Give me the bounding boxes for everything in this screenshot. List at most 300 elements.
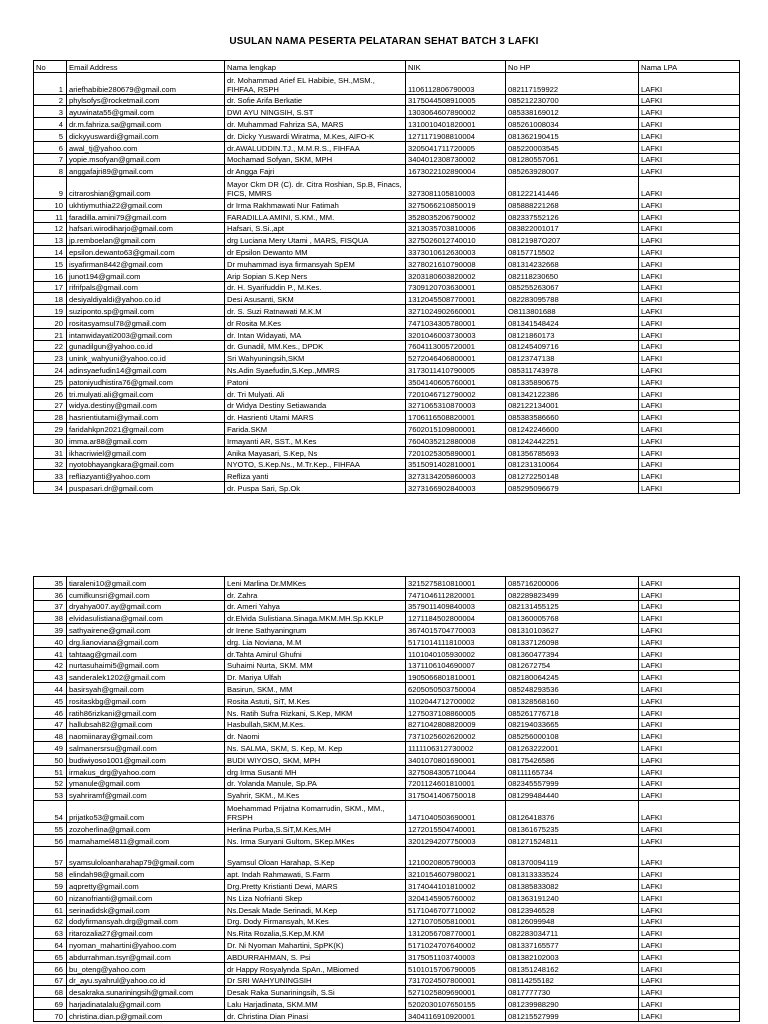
table-row xyxy=(34,927,740,939)
cell-lpa: LAFKI xyxy=(639,822,740,834)
cell-nama: Dr muhammad isya firmansyah SpEM xyxy=(225,257,406,269)
cell-lpa: LAFKI xyxy=(639,950,740,962)
cell-hp: 081231310064 xyxy=(506,458,639,470)
table-row xyxy=(34,998,740,1010)
header-nik: NIK xyxy=(406,61,506,73)
cell-hp: 081310103627 xyxy=(506,624,639,636)
cell-hp: 082283095788 xyxy=(506,293,639,305)
cell-lpa: LAFKI xyxy=(639,269,740,281)
cell-no: 22 xyxy=(34,340,67,352)
cell-nama: Syahrir, SKM., M.Kes xyxy=(225,789,406,801)
cell-nama: dr. Sofie Arifa Berkatie xyxy=(225,94,406,106)
table-row xyxy=(34,316,740,328)
cell-hp: 085220003545 xyxy=(506,141,639,153)
cell-lpa: LAFKI xyxy=(639,94,740,106)
cell-nik: 1303064607890002 xyxy=(406,106,506,118)
cell-email: intanwidayati2003@gmail.com xyxy=(67,328,225,340)
cell-nama: Sri Wahyuningsih,SKM xyxy=(225,352,406,364)
cell-no: 21 xyxy=(34,328,67,340)
cell-hp: 0812672754 xyxy=(506,659,639,671)
cell-nik: 1371106104690007 xyxy=(406,659,506,671)
cell-lpa: LAFKI xyxy=(639,470,740,482)
cell-hp: 081351248162 xyxy=(506,962,639,974)
cell-nama: Desi Asusanti, SKM xyxy=(225,293,406,305)
cell-nik: 3373010612630003 xyxy=(406,246,506,258)
cell-nik: 7371025602620002 xyxy=(406,730,506,742)
cell-nama: dr. Naomi xyxy=(225,730,406,742)
cell-email: syamsuloloanharahap79@gmail.com xyxy=(67,846,225,868)
cell-hp: 081382102003 xyxy=(506,950,639,962)
cell-email: imma.ar88@gmail.com xyxy=(67,434,225,446)
cell-lpa: LAFKI xyxy=(639,647,740,659)
cell-email: desakraka.sunariningsih@gmail.com xyxy=(67,986,225,998)
table-row xyxy=(34,718,740,730)
cell-hp: 081222141446 xyxy=(506,177,639,199)
cell-no: 14 xyxy=(34,246,67,258)
table-row xyxy=(34,482,740,494)
cell-email: jp.remboelan@gmail.com xyxy=(67,234,225,246)
table-row xyxy=(34,915,740,927)
cell-nama: dr. Christina Dian Pinasi xyxy=(225,1009,406,1021)
cell-email: ariefhabibie280679@gmail.com xyxy=(67,72,225,94)
cell-lpa: LAFKI xyxy=(639,962,740,974)
cell-email: ymanule@gmail.com xyxy=(67,777,225,789)
cell-email: faridahkpn2021@gmail.com xyxy=(67,423,225,435)
cell-email: unink_wahyuni@yahoo.co.id xyxy=(67,352,225,364)
table-header-row xyxy=(34,61,740,73)
cell-hp: 085295096679 xyxy=(506,482,639,494)
cell-email: nyotobhayangkara@gmail.com xyxy=(67,458,225,470)
table-row xyxy=(34,458,740,470)
cell-hp: 082180064245 xyxy=(506,671,639,683)
cell-email: naomiinaray@gmail.com xyxy=(67,730,225,742)
cell-no: 12 xyxy=(34,222,67,234)
table-row xyxy=(34,1009,740,1021)
cell-email: phylsofys@rocketmail.com xyxy=(67,94,225,106)
cell-nik: 1271171908810004 xyxy=(406,129,506,141)
cell-nik: 5101015706790005 xyxy=(406,962,506,974)
cell-nik: 3275084305710044 xyxy=(406,765,506,777)
cell-hp: 082117159922 xyxy=(506,72,639,94)
table-row xyxy=(34,94,740,106)
cell-lpa: LAFKI xyxy=(639,927,740,939)
cell-email: ayuwinata55@gmail.com xyxy=(67,106,225,118)
cell-nama: Anika Mayasari, S.Kep, Ns xyxy=(225,446,406,458)
cell-no: 65 xyxy=(34,950,67,962)
cell-nama: BUDI WIYOSO, SKM, MPH xyxy=(225,753,406,765)
cell-nama: Herlina Purba,S.SiT,M.Kes,MH xyxy=(225,822,406,834)
cell-lpa: LAFKI xyxy=(639,106,740,118)
cell-nama: Mochamad Sofyan, SKM, MPH xyxy=(225,153,406,165)
cell-no: 45 xyxy=(34,694,67,706)
cell-hp: 081328568160 xyxy=(506,694,639,706)
cell-email: bu_oteng@yahoo.com xyxy=(67,962,225,974)
cell-nik: 1102044712700002 xyxy=(406,694,506,706)
cell-lpa: LAFKI xyxy=(639,834,740,846)
cell-nama: dr.Tahta Amirul Ghufni xyxy=(225,647,406,659)
cell-nik: 3201294207750003 xyxy=(406,834,506,846)
cell-hp: 082194033665 xyxy=(506,718,639,730)
cell-nik: 7604113005720001 xyxy=(406,340,506,352)
cell-nik: 7201046712790002 xyxy=(406,387,506,399)
cell-nik: 3204145905760002 xyxy=(406,891,506,903)
cell-nik: 1706116508820001 xyxy=(406,411,506,423)
cell-lpa: LAFKI xyxy=(639,399,740,411)
cell-no: 40 xyxy=(34,635,67,647)
table-row xyxy=(34,411,740,423)
cell-no: 31 xyxy=(34,446,67,458)
cell-email: ritarozalia27@gmail.com xyxy=(67,927,225,939)
cell-nik: 1471040503690001 xyxy=(406,801,506,823)
cell-nama: Mayor Ckm DR (C). dr. Citra Roshian, Sp.B, Finacs, FICS, MMRS xyxy=(225,177,406,199)
cell-lpa: LAFKI xyxy=(639,588,740,600)
table-row xyxy=(34,801,740,823)
cell-nik: 3215275810810001 xyxy=(406,577,506,589)
table-row xyxy=(34,305,740,317)
cell-nik: 3504140605760001 xyxy=(406,375,506,387)
cell-hp: 081362190415 xyxy=(506,129,639,141)
cell-no: 54 xyxy=(34,801,67,823)
cell-hp: 082283034711 xyxy=(506,927,639,939)
cell-email: hafsari.wirodiharjo@gmail.com xyxy=(67,222,225,234)
cell-lpa: LAFKI xyxy=(639,165,740,177)
table-row xyxy=(34,72,740,94)
cell-nama: dr. Mohammad Arief EL Habibie, SH.,MSM., FIHFAA, RSPH xyxy=(225,72,406,94)
header-lpa: Nama LPA xyxy=(639,61,740,73)
cell-nama: Hafsari, S.Si.,apt xyxy=(225,222,406,234)
cell-email: mamahamel4811@gmail.com xyxy=(67,834,225,846)
cell-nama: dr. Gunadil, MM.Kes., DPDK xyxy=(225,340,406,352)
cell-hp: 081272250148 xyxy=(506,470,639,482)
cell-email: salmanersrsu@gmail.com xyxy=(67,742,225,754)
table-row xyxy=(34,950,740,962)
cell-no: 58 xyxy=(34,868,67,880)
cell-hp: O8113801688 xyxy=(506,305,639,317)
table-row xyxy=(34,222,740,234)
cell-hp: 081337165577 xyxy=(506,939,639,951)
cell-nik: 3173011410790005 xyxy=(406,364,506,376)
cell-hp: 085212230700 xyxy=(506,94,639,106)
cell-no: 41 xyxy=(34,647,67,659)
cell-no: 39 xyxy=(34,624,67,636)
cell-lpa: LAFKI xyxy=(639,434,740,446)
cell-lpa: LAFKI xyxy=(639,177,740,199)
table-row xyxy=(34,891,740,903)
cell-email: isyafirman8442@gmail.com xyxy=(67,257,225,269)
cell-no: 53 xyxy=(34,789,67,801)
cell-lpa: LAFKI xyxy=(639,340,740,352)
cell-lpa: LAFKI xyxy=(639,635,740,647)
table-row xyxy=(34,777,740,789)
cell-no: 68 xyxy=(34,986,67,998)
cell-email: citraroshian@gmail.com xyxy=(67,177,225,199)
cell-email: puspasari.dr@gmail.com xyxy=(67,482,225,494)
cell-nik: 1312045508770001 xyxy=(406,293,506,305)
cell-hp: 085263928007 xyxy=(506,165,639,177)
cell-lpa: LAFKI xyxy=(639,387,740,399)
cell-nik: 7309120703630001 xyxy=(406,281,506,293)
cell-lpa: LAFKI xyxy=(639,801,740,823)
cell-lpa: LAFKI xyxy=(639,482,740,494)
cell-hp: 085248293536 xyxy=(506,683,639,695)
cell-nik: 1101040105930002 xyxy=(406,647,506,659)
cell-lpa: LAFKI xyxy=(639,141,740,153)
cell-nik: 5171014111810003 xyxy=(406,635,506,647)
cell-lpa: LAFKI xyxy=(639,891,740,903)
cell-nama: Farida.SKM xyxy=(225,423,406,435)
table-row xyxy=(34,588,740,600)
cell-nama: apt. Indah Rahmawati, S.Farm xyxy=(225,868,406,880)
cell-lpa: LAFKI xyxy=(639,118,740,130)
cell-nama: drg Luciana Mery Utami , MARS, FISQUA xyxy=(225,234,406,246)
cell-nik: 5202030107650155 xyxy=(406,998,506,1010)
table-row xyxy=(34,423,740,435)
cell-nama: Basirun, SKM., MM xyxy=(225,683,406,695)
cell-nik: 3275026012740010 xyxy=(406,234,506,246)
cell-no: 66 xyxy=(34,962,67,974)
cell-email: suziponto.sp@gmail.com xyxy=(67,305,225,317)
table-row xyxy=(34,106,740,118)
cell-no: 11 xyxy=(34,210,67,222)
document-title: USULAN NAMA PESERTA PELATARAN SEHAT BATCH 3 LAFKI xyxy=(229,36,539,47)
cell-nama: dr. Dicky Yuswardi Wiratma, M.Kes, AIFO-K xyxy=(225,129,406,141)
cell-nik: 3404116910920001 xyxy=(406,1009,506,1021)
cell-nik: 3278021610790008 xyxy=(406,257,506,269)
cell-nama: dr Irma Rakhmawati Nur Fatimah xyxy=(225,198,406,210)
cell-hp: 08111165734 xyxy=(506,765,639,777)
table-row xyxy=(34,399,740,411)
cell-no: 1 xyxy=(34,72,67,94)
cell-email: yopie.msofyan@gmail.com xyxy=(67,153,225,165)
cell-lpa: LAFKI xyxy=(639,352,740,364)
cell-nama: dr. H. Syarifuddin P., M.Kes. xyxy=(225,281,406,293)
table-row xyxy=(34,765,740,777)
cell-email: nizanofrianti@gmail.com xyxy=(67,891,225,903)
table-row xyxy=(34,600,740,612)
cell-no: 3 xyxy=(34,106,67,118)
cell-hp: 081215527999 xyxy=(506,1009,639,1021)
cell-nama: dr Epsilon Dewanto MM xyxy=(225,246,406,258)
cell-nik: 3528035206790002 xyxy=(406,210,506,222)
cell-no: 9 xyxy=(34,177,67,199)
cell-lpa: LAFKI xyxy=(639,446,740,458)
header-nama: Nama lengkap xyxy=(225,61,406,73)
table-row xyxy=(34,753,740,765)
cell-no: 70 xyxy=(34,1009,67,1021)
cell-no: 20 xyxy=(34,316,67,328)
cell-nik: 1271070505810001 xyxy=(406,915,506,927)
cell-hp: 081335890675 xyxy=(506,375,639,387)
cell-nik: 3201046003730003 xyxy=(406,328,506,340)
header-no: No xyxy=(34,61,67,73)
table-row xyxy=(34,328,740,340)
table-row xyxy=(34,635,740,647)
cell-hp: 085311743978 xyxy=(506,364,639,376)
cell-no: 47 xyxy=(34,718,67,730)
table-row xyxy=(34,177,740,199)
table-row xyxy=(34,375,740,387)
table-row xyxy=(34,153,740,165)
table-row xyxy=(34,577,740,589)
cell-nik: 3404012308730002 xyxy=(406,153,506,165)
cell-hp: 082289823499 xyxy=(506,588,639,600)
cell-lpa: LAFKI xyxy=(639,1009,740,1021)
cell-lpa: LAFKI xyxy=(639,765,740,777)
cell-nama: dr Rosita M.Kes xyxy=(225,316,406,328)
cell-lpa: LAFKI xyxy=(639,257,740,269)
cell-nama: Refliza yanti xyxy=(225,470,406,482)
cell-hp: 08157715502 xyxy=(506,246,639,258)
cell-nama: Desak Raka Sunariningsih, S.Si xyxy=(225,986,406,998)
cell-no: 16 xyxy=(34,269,67,281)
cell-nama: Patoni xyxy=(225,375,406,387)
cell-email: gunadilgun@yahoo.co.id xyxy=(67,340,225,352)
cell-nik: 8271042808820009 xyxy=(406,718,506,730)
cell-no: 32 xyxy=(34,458,67,470)
cell-hp: 085716200006 xyxy=(506,577,639,589)
cell-lpa: LAFKI xyxy=(639,222,740,234)
cell-nama: dr. Yolanda Manule, Sp.PA xyxy=(225,777,406,789)
cell-nik: 1673022102890004 xyxy=(406,165,506,177)
cell-nama: Moehammad Prijatna Komarrudin, SKM., MM., FRSPH xyxy=(225,801,406,823)
cell-hp: 085888221268 xyxy=(506,198,639,210)
cell-email: syahriramf@gmail.com xyxy=(67,789,225,801)
cell-no: 48 xyxy=(34,730,67,742)
cell-email: sathyairene@gmail.com xyxy=(67,624,225,636)
cell-nama: Ns.Desak Made Serinadi, M.Kep xyxy=(225,903,406,915)
cell-nik: 7201124601810001 xyxy=(406,777,506,789)
cell-email: patoniyudhistira76@gmail.com xyxy=(67,375,225,387)
cell-no: 60 xyxy=(34,891,67,903)
cell-nama: Dr SRI WAHYUNINGSIH xyxy=(225,974,406,986)
cell-no: 69 xyxy=(34,998,67,1010)
table-row xyxy=(34,694,740,706)
participants-table-page-1 xyxy=(33,60,740,494)
cell-nama: Ns.Rita Rozalia,S.Kep,M.KM xyxy=(225,927,406,939)
cell-email: tiaraleni10@gmail.com xyxy=(67,577,225,589)
table-row xyxy=(34,647,740,659)
cell-lpa: LAFKI xyxy=(639,880,740,892)
cell-nama: drg Irma Susanti MH xyxy=(225,765,406,777)
cell-nama: Ns Liza Nofrianti Skep xyxy=(225,891,406,903)
cell-no: 5 xyxy=(34,129,67,141)
cell-no: 56 xyxy=(34,834,67,846)
table-row xyxy=(34,846,740,868)
cell-no: 19 xyxy=(34,305,67,317)
cell-hp: 08123946528 xyxy=(506,903,639,915)
cell-nama: dr.Elvida Sulistiana.Sinaga.MKM.MH.Sp.KKLP xyxy=(225,612,406,624)
cell-nik: 3275066210850019 xyxy=(406,198,506,210)
cell-lpa: LAFKI xyxy=(639,153,740,165)
cell-email: ratih86rizkani@gmail.com xyxy=(67,706,225,718)
table-row xyxy=(34,293,740,305)
cell-nama: Drg. Dody Firmansyah, M.Kes xyxy=(225,915,406,927)
cell-hp: 081363191240 xyxy=(506,891,639,903)
cell-email: hallubsah82@gmail.com xyxy=(67,718,225,730)
cell-hp: 081385833082 xyxy=(506,880,639,892)
table-row xyxy=(34,624,740,636)
cell-email: ikhacriwiel@gmail.com xyxy=(67,446,225,458)
cell-no: 17 xyxy=(34,281,67,293)
cell-hp: 085383586660 xyxy=(506,411,639,423)
cell-hp: 085261776718 xyxy=(506,706,639,718)
cell-lpa: LAFKI xyxy=(639,718,740,730)
cell-no: 25 xyxy=(34,375,67,387)
cell-nik: 3273166902840003 xyxy=(406,482,506,494)
table-row xyxy=(34,234,740,246)
cell-nik: 3175051103740003 xyxy=(406,950,506,962)
table-row xyxy=(34,880,740,892)
cell-hp: 085261008034 xyxy=(506,118,639,130)
table-row xyxy=(34,903,740,915)
table-row xyxy=(34,822,740,834)
cell-email: prijatko53@gmail.com xyxy=(67,801,225,823)
cell-nama: dr. Tri Mulyati. Ali xyxy=(225,387,406,399)
cell-lpa: LAFKI xyxy=(639,423,740,435)
table-row xyxy=(34,387,740,399)
cell-nama: Dr. Mariya Ulfah xyxy=(225,671,406,683)
cell-nik: 3579011409840003 xyxy=(406,600,506,612)
cell-hp: 081370094119 xyxy=(506,846,639,868)
cell-lpa: LAFKI xyxy=(639,281,740,293)
cell-nama: Rosita Astuti, SiT, M.Kes xyxy=(225,694,406,706)
cell-lpa: LAFKI xyxy=(639,730,740,742)
cell-hp: 082122134001 xyxy=(506,399,639,411)
cell-no: 44 xyxy=(34,683,67,695)
cell-lpa: LAFKI xyxy=(639,72,740,94)
cell-email: ukhtiymuthia22@gmail.com xyxy=(67,198,225,210)
cell-lpa: LAFKI xyxy=(639,234,740,246)
cell-nik: 3175041406750018 xyxy=(406,789,506,801)
cell-lpa: LAFKI xyxy=(639,846,740,868)
cell-nik: 3515091402810001 xyxy=(406,458,506,470)
table-row xyxy=(34,434,740,446)
cell-nama: Drg.Pretty Kristianti Dewi, MARS xyxy=(225,880,406,892)
cell-nik: 3674015704770003 xyxy=(406,624,506,636)
cell-lpa: LAFKI xyxy=(639,986,740,998)
cell-lpa: LAFKI xyxy=(639,753,740,765)
cell-hp: 081242442251 xyxy=(506,434,639,446)
cell-lpa: LAFKI xyxy=(639,903,740,915)
cell-hp: 08175426586 xyxy=(506,753,639,765)
cell-nama: Lalu Harjadinata, SKM.MM xyxy=(225,998,406,1010)
cell-email: harjadinatalalu@gmail.com xyxy=(67,998,225,1010)
cell-nik: 7602015109800001 xyxy=(406,423,506,435)
cell-no: 37 xyxy=(34,600,67,612)
cell-lpa: LAFKI xyxy=(639,198,740,210)
cell-email: junot194@gmail.com xyxy=(67,269,225,281)
cell-nik: 1275037108860005 xyxy=(406,706,506,718)
cell-email: hasrientiutami@ymail.com xyxy=(67,411,225,423)
cell-hp: 082337552126 xyxy=(506,210,639,222)
cell-nik: 7317024507800001 xyxy=(406,974,506,986)
cell-nik: 3174044101810002 xyxy=(406,880,506,892)
table-row xyxy=(34,742,740,754)
cell-nik: 3210154607980021 xyxy=(406,868,506,880)
cell-hp: 082345557999 xyxy=(506,777,639,789)
cell-email: budiwiyoso1001@gmail.com xyxy=(67,753,225,765)
cell-nama: dr. Zahra xyxy=(225,588,406,600)
cell-lpa: LAFKI xyxy=(639,939,740,951)
cell-email: awal_tj@yahoo.com xyxy=(67,141,225,153)
cell-hp: 081341548424 xyxy=(506,316,639,328)
cell-lpa: LAFKI xyxy=(639,364,740,376)
cell-lpa: LAFKI xyxy=(639,210,740,222)
header-hp: No HP xyxy=(506,61,639,73)
cell-no: 59 xyxy=(34,880,67,892)
cell-nik: 1312056708770001 xyxy=(406,927,506,939)
cell-hp: 081239988290 xyxy=(506,998,639,1010)
